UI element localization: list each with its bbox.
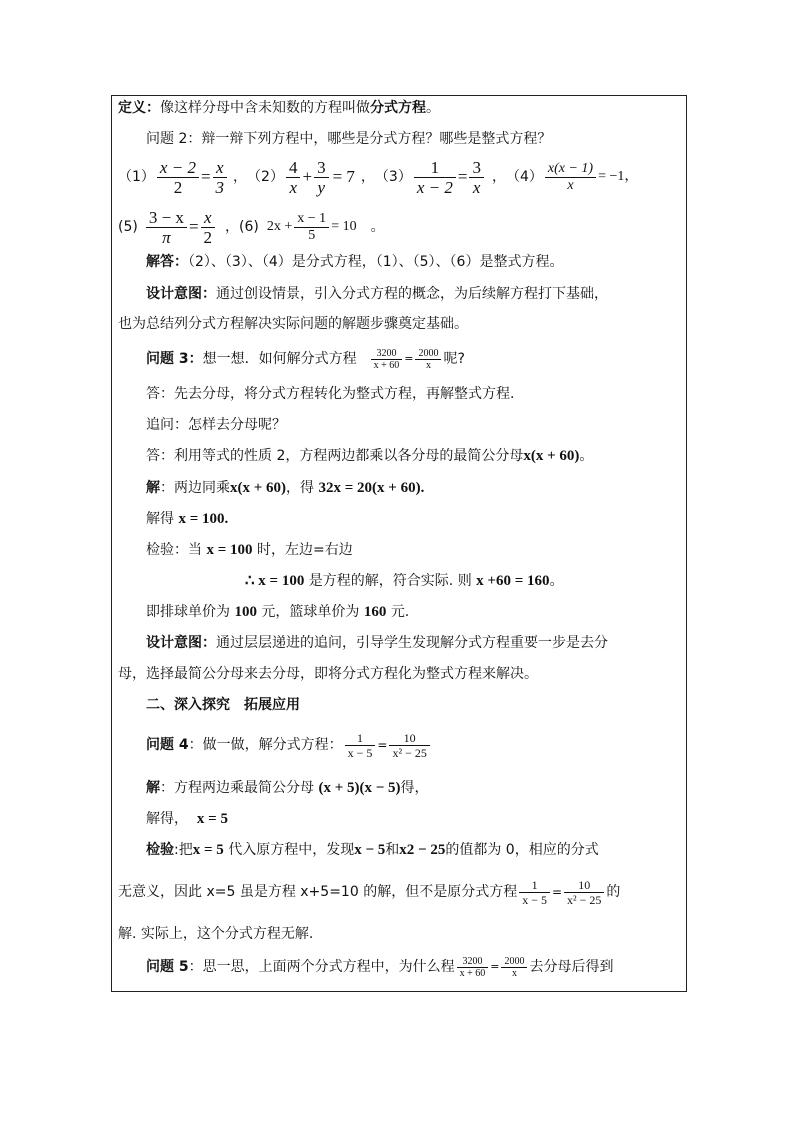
definition-term: 分式方程 (370, 100, 426, 116)
question-4-label: 问题 4 (146, 737, 189, 753)
eq4-rhs: = −1， (598, 169, 639, 184)
answer-2-label: 解答： (146, 254, 188, 270)
eq5-op: = (188, 217, 199, 236)
check-3-text-1: :把 (174, 842, 193, 858)
design-intent-2-text: 通过层层递进的追问，引导学生发现解分式方程重要一步是去分 (216, 635, 608, 651)
check-4-op: = (551, 885, 563, 899)
question-2 (146, 130, 551, 148)
check-3-math-1: x = 5 (192, 842, 224, 858)
answer-2 (146, 253, 563, 271)
solution-1-label: 解 (146, 480, 160, 496)
q4-fraction-1 (345, 731, 376, 760)
solution-1 (146, 479, 424, 497)
design-intent-2 (146, 634, 608, 652)
definition-label: 定义： (118, 100, 160, 116)
eq2-d1: x (289, 177, 297, 197)
check-3-text-3: 和 (385, 842, 400, 858)
eq6-lhs: 2x + (266, 219, 293, 234)
question-5-text-1: ：思一思，上面两个分式方程中，为什么程 (188, 959, 455, 975)
eq3-den: x − 2 (416, 177, 453, 197)
question-4 (146, 723, 432, 767)
check-2-math-1: ∴ x = 100 (245, 573, 305, 589)
design-intent-1-text-2: 也为总结列分式方程解决实际问题的解题步骤奠定基础。 (118, 316, 468, 332)
check-4-den1: x − 5 (522, 892, 547, 907)
solution-2-text: 解得 (146, 511, 174, 527)
check-4-num2: 10 (564, 878, 604, 893)
eq4-tag: （4） (505, 169, 543, 185)
q4-den1: x − 5 (347, 745, 373, 760)
q5-den2: x (511, 967, 517, 979)
solution-1-text-1: ：两边同乘 (160, 480, 230, 496)
q3-den2: x (425, 359, 431, 371)
eq6-tag: (6) (239, 219, 259, 235)
section-2-heading (146, 696, 300, 714)
design-intent-2-text-2: 母，选择最简公分母来去分母，即将分式方程化为整式方程来解决。 (118, 666, 538, 682)
follow-up-text: 追问：怎样去分母呢？ (146, 417, 286, 433)
solution-2 (146, 510, 228, 528)
solution-4 (146, 810, 228, 828)
check-3 (146, 841, 599, 859)
question-4-text: ：做一做，解分式方程： (188, 737, 343, 753)
definition-text: 像这样分母中含未知数的方程叫做 (160, 100, 370, 116)
check-4-fraction-1 (519, 878, 550, 907)
check-3-text-4: 的值都为 0，相应的分式 (445, 842, 599, 858)
eq2-rhs: = 7 (332, 167, 355, 186)
design-intent-1-text: 通过创设情景，引入分式方程的概念，为后续解方程打下基础， (216, 286, 608, 302)
q3-num2: 2000 (415, 348, 441, 360)
eq6-num: x − 1 (294, 211, 329, 228)
eq2-plus: + (302, 167, 313, 186)
q4-num2: 10 (389, 731, 429, 746)
question-5-label: 问题 5 (146, 959, 189, 975)
q3-end: 呢? (443, 351, 465, 367)
check-4 (118, 870, 620, 914)
eq4-fraction (545, 161, 596, 194)
eq1-den: 2 (173, 177, 183, 197)
check-5-text: 解. 实际上，这个分式方程无解. (118, 926, 314, 942)
q4-op: = (377, 738, 388, 752)
question-3 (146, 344, 465, 374)
eq2-n2: 3 (314, 158, 329, 178)
solution-1-math-1: x(x + 60) (230, 480, 287, 496)
eq1-op: = (200, 167, 211, 186)
solution-4-text: 解得， (146, 811, 188, 827)
solution-3 (146, 779, 429, 797)
check-3-text-2: 代入原方程中，发现 (228, 842, 355, 858)
eq1-num: x − 2 (157, 158, 199, 178)
eq6-rhs: = 10 (331, 219, 357, 234)
question-5-text-2: 去分母后得到 (529, 959, 614, 975)
q5-fraction-1 (457, 956, 489, 979)
solution-3-label: 解 (146, 780, 160, 796)
definition-line (118, 99, 440, 117)
question-3-text: 想一想．如何解分式方程 (202, 351, 357, 367)
q3-fraction-2 (415, 348, 441, 371)
eq2-sep: ， (360, 169, 375, 185)
eq5-sep: ， (225, 219, 240, 235)
eq2-d2: y (317, 177, 326, 197)
eq2-n1: 4 (286, 158, 301, 178)
eq5-tag: (5) (118, 219, 138, 235)
eq1-lhs-fraction (157, 158, 199, 197)
eq4-den: x (567, 177, 574, 193)
question-5 (146, 952, 613, 982)
eq5-lhs-fraction (146, 208, 187, 247)
check-1-math: x = 100 (206, 542, 253, 558)
q3-num1: 3200 (371, 348, 403, 360)
answer-3 (146, 385, 514, 403)
q3-den1: x + 60 (373, 359, 400, 371)
check-4-end: 的 (606, 884, 621, 900)
answer-4-text: 答：利用等式的性质 2，方程两边都乘以各分母的最简公分母 (146, 448, 524, 464)
price-text-3: 元. (390, 604, 410, 620)
eq6-end: 。 (370, 219, 385, 235)
q3-op: = (404, 352, 414, 365)
solution-1-text-2: ，得 (286, 480, 315, 496)
question-2-text: 问题 2：辩一辩下列方程中，哪些是分式方程？哪些是整式方程？ (146, 131, 552, 147)
eq3-sep: ， (491, 169, 506, 185)
solution-4-math: x = 5 (196, 811, 228, 827)
check-4-fraction-2 (564, 878, 604, 907)
check-2-math-2: x +60 = 160 (476, 573, 550, 589)
eq1-rhs-fraction (213, 158, 228, 197)
eq1-tag: （1） (118, 169, 155, 185)
q5-op: = (490, 960, 500, 973)
eq6-fraction (294, 211, 329, 244)
q4-num1: 1 (345, 731, 376, 746)
eq4-num: x(x − 1) (545, 161, 596, 178)
eq5-rnum: x (201, 208, 216, 228)
question-3-label: 问题 3： (146, 351, 203, 367)
eq3-rnum: 3 (469, 158, 484, 178)
check-1-text-2: 时，左边=右边 (256, 542, 353, 558)
answer-4 (146, 447, 593, 465)
q3-fraction-1 (371, 348, 403, 371)
solution-2-math: x = 100. (178, 511, 229, 527)
design-intent-2-label: 设计意图： (146, 635, 216, 651)
q5-fraction-2 (501, 956, 527, 979)
equation-row-2 (118, 204, 385, 250)
design-intent-1-cont (118, 315, 468, 333)
volleyball-price: 100 (234, 604, 257, 620)
eq6-den: 5 (308, 227, 316, 243)
eq5-num: 3 − x (146, 208, 187, 228)
price-text-1: 即排球单价为 (146, 604, 230, 620)
eq3-num: 1 (414, 158, 456, 178)
check-1 (146, 541, 353, 559)
check-2-text: 是方程的解，符合实际. 则 (308, 573, 472, 589)
solution-3-math: (x + 5)(x − 5) (318, 780, 401, 796)
q5-den1: x + 60 (459, 967, 486, 979)
basketball-price: 160 (363, 604, 387, 620)
q4-den2: x² − 25 (392, 745, 427, 760)
eq3-op: = (457, 167, 468, 186)
solution-1-math-2: 32x = 20(x + 60). (318, 480, 425, 496)
check-4-den2: x² − 25 (567, 892, 602, 907)
design-intent-1 (146, 285, 608, 303)
eq3-tag: （3） (374, 169, 412, 185)
check-1-text: 检验：当 (146, 542, 202, 558)
answer-3-text: 答：先去分母，将分式方程转化为整式方程，再解整式方程. (146, 386, 515, 402)
solution-3-text: ：方程两边乘最简公分母 (160, 780, 314, 796)
eq5-rden: 2 (203, 227, 213, 247)
eq1-sep: ， (233, 169, 248, 185)
equation-row-1 (118, 154, 638, 200)
check-4-num1: 1 (519, 878, 550, 893)
eq3-rden: x (472, 177, 481, 197)
check-3-math-3: x2 − 25 (399, 842, 446, 858)
check-2 (245, 572, 564, 590)
check-3-math-2: x − 5 (354, 842, 386, 858)
solution-3-end: 得， (400, 780, 429, 796)
definition-end: 。 (426, 100, 440, 116)
check-3-label: 检验 (146, 842, 174, 858)
price-text-2: 元，篮球单价为 (261, 604, 360, 620)
eq5-rhs-fraction (201, 208, 216, 247)
price-result (146, 603, 409, 621)
answer-4-math: x(x + 60) (523, 448, 580, 464)
eq2-frac-1 (286, 158, 301, 197)
eq2-frac-2 (314, 158, 329, 197)
design-intent-1-label: 设计意图： (146, 286, 216, 302)
q4-fraction-2 (389, 731, 429, 760)
q5-num1: 3200 (457, 956, 489, 968)
design-intent-2-cont (118, 665, 538, 683)
eq1-rden: 3 (215, 177, 225, 197)
follow-up (146, 416, 286, 434)
answer-2-text: （2）、（3）、（4）是分式方程，（1）、（5）、（6）是整式方程。 (188, 254, 564, 270)
check-2-end: 。 (549, 573, 564, 589)
check-4-text: 无意义，因此 x=5 虽是方程 x+5=10 的解，但不是原分式方程 (118, 884, 518, 900)
section-2-title: 二、深入探究 拓展应用 (146, 697, 300, 713)
eq1-rnum: x (213, 158, 228, 178)
eq3-rhs-fraction (469, 158, 484, 197)
eq3-lhs-fraction (414, 158, 456, 197)
eq2-tag: （2） (247, 169, 284, 185)
eq5-den: π (162, 227, 171, 247)
q5-num2: 2000 (501, 956, 527, 968)
answer-4-end: 。 (579, 448, 594, 464)
check-5 (118, 925, 313, 943)
